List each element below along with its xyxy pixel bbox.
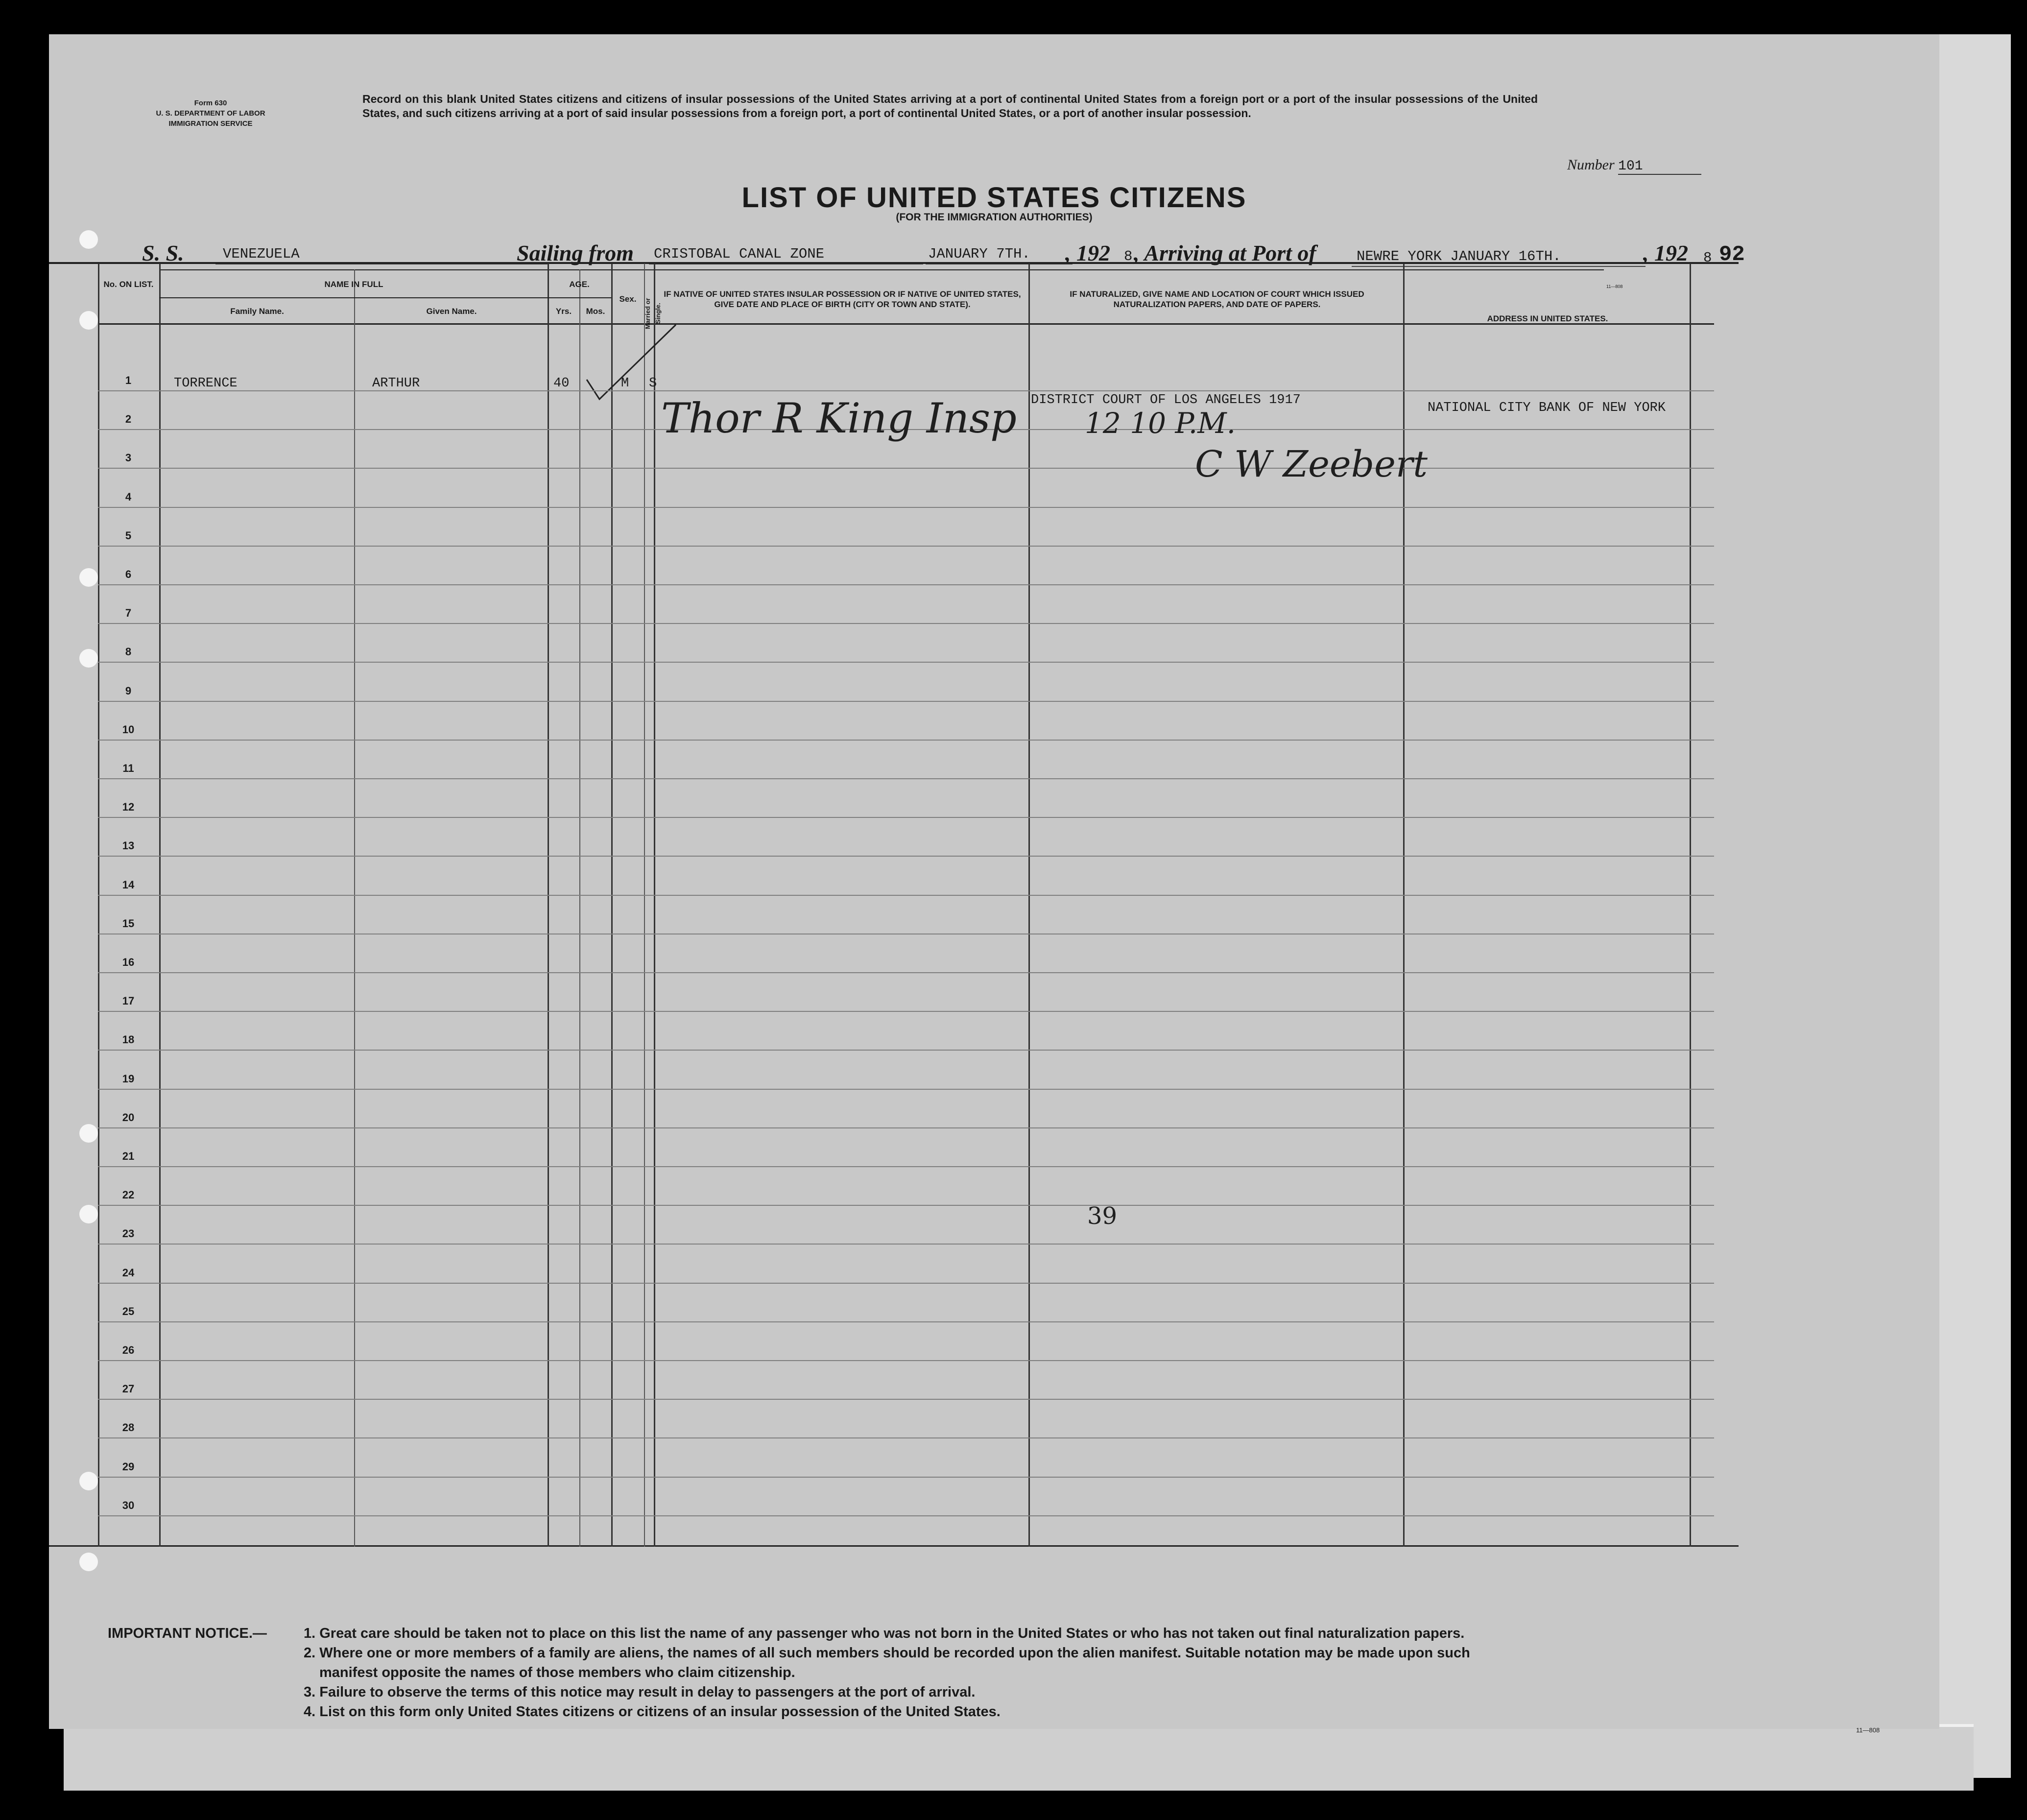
notice-item-2-cont: manifest opposite the names of those members who claim citizenship. — [319, 1665, 795, 1680]
entry-address: NATIONAL CITY BANK OF NEW YORK — [1428, 401, 1666, 415]
inspection-time: 12 10 P.M. — [1085, 407, 1236, 440]
col-age-mos: Mos. — [586, 307, 605, 316]
form-identifier — [118, 98, 304, 129]
form-number: Form 630 — [194, 99, 227, 107]
department-name: U. S. DEPARTMENT OF LABOR — [156, 109, 265, 118]
row-line — [98, 972, 1714, 973]
ship-name: VENEZUELA — [223, 246, 300, 262]
row-line — [98, 1283, 1714, 1284]
row-line — [98, 1205, 1714, 1206]
row-line — [98, 778, 1714, 779]
punch-hole — [79, 311, 98, 330]
entry-sex: M — [621, 376, 629, 391]
col-native-birth: IF NATIVE OF UNITED STATES INSULAR POSSESSION OR IF NATIVE OF UNITED STATES, GIVE DATE AND PLACE OF BIRTH (CITY OR TOWN AND STATE). — [664, 289, 1021, 309]
row-number: 9 — [125, 684, 132, 697]
row-line — [98, 1477, 1714, 1478]
row-number: 1 — [125, 374, 132, 386]
row-line — [98, 546, 1714, 547]
arrival-year-prefix: , 192 — [1643, 240, 1688, 265]
departure-year-digit: 8 — [1124, 248, 1133, 264]
row-line — [98, 1011, 1714, 1012]
arrival-year-digit: 8 — [1703, 250, 1712, 266]
row-line — [98, 701, 1714, 702]
col-address: ADDRESS IN UNITED STATES. — [1487, 314, 1608, 323]
row-number: 6 — [125, 568, 132, 580]
row-number: 19 — [122, 1072, 135, 1085]
notice-code: 11—808 — [1856, 1726, 1880, 1734]
header-code: 11—808 — [1606, 284, 1623, 289]
row-line — [98, 1437, 1714, 1438]
row-line — [98, 1399, 1714, 1400]
row-number: 18 — [122, 1033, 135, 1046]
row-number: 12 — [122, 801, 135, 814]
arriving-label: , Arriving at Port of — [1134, 240, 1316, 265]
row-line — [98, 817, 1714, 818]
row-number: 20 — [122, 1111, 135, 1124]
punch-hole — [79, 1205, 98, 1223]
row-number: 24 — [122, 1266, 135, 1279]
row-number: 3 — [125, 452, 132, 464]
punch-hole — [79, 230, 98, 249]
row-number: 28 — [122, 1421, 135, 1434]
manifest-sheet — [49, 34, 1939, 1734]
row-line — [98, 740, 1714, 741]
departure-year-prefix: , 192 — [1065, 240, 1110, 265]
punch-hole — [79, 1124, 98, 1143]
row-number: 4 — [125, 490, 132, 503]
row-number: 15 — [122, 917, 135, 930]
row-number: 10 — [122, 723, 135, 736]
underlying-pages-bottom — [64, 1724, 1974, 1791]
row-number: 22 — [122, 1189, 135, 1201]
entry-married: S — [649, 376, 657, 391]
list-number — [1567, 157, 1701, 175]
row-number: 2 — [125, 413, 132, 426]
departure-port: CRISTOBAL CANAL ZONE — [654, 246, 825, 262]
departure-date: JANUARY 7TH. — [928, 246, 1030, 262]
row-number: 29 — [122, 1460, 135, 1473]
notice-item-1: 1. Great care should be taken not to place on this list the name of any passenger who was not born in the United States or who has not taken out final naturalization papers. — [304, 1626, 1465, 1641]
row-line — [98, 856, 1714, 857]
row-number: 25 — [122, 1305, 135, 1317]
col-name-in-full: NAME IN FULL — [324, 280, 383, 289]
row-number: 30 — [122, 1499, 135, 1511]
row-number: 14 — [122, 878, 135, 891]
row-line — [98, 1166, 1714, 1167]
row-line — [98, 1244, 1714, 1245]
page-subtitle: (FOR THE IMMIGRATION AUTHORITIES) — [896, 212, 1093, 223]
col-given-name: Given Name. — [426, 307, 477, 316]
row-line — [98, 1127, 1714, 1128]
row-number: 23 — [122, 1227, 135, 1240]
row-number: 13 — [122, 839, 135, 852]
ss-label: S. S. — [142, 240, 184, 265]
row-number: 26 — [122, 1344, 135, 1356]
intro-instructions: Record on this blank United States citizens and citizens of insular possessions of the United States arriving at a port of continental United States from a foreign port or a port of the insular possessions of the United States, and such citizens arriving at a port of said insular possessions from a foreign port, a port of continental United States, or a port of another insular possession. — [362, 93, 1538, 120]
punch-hole — [79, 1553, 98, 1571]
row-number: 5 — [125, 529, 132, 542]
col-age: AGE. — [569, 280, 590, 289]
row-line — [98, 1050, 1714, 1051]
page-title: LIST OF UNITED STATES CITIZENS — [741, 182, 1247, 214]
notice-item-4: 4. List on this form only United States citizens or citizens of an insular possession of the United States. — [304, 1704, 1001, 1720]
row-number: 21 — [122, 1150, 135, 1162]
arrival-port-date: NEWRE YORK JANUARY 16TH. — [1357, 248, 1561, 264]
row-number: 17 — [122, 995, 135, 1007]
sailing-from-label: Sailing from — [517, 240, 634, 265]
row-number: 11 — [122, 762, 134, 774]
entry-given-name: ARTHUR — [372, 376, 420, 391]
punch-hole — [79, 1472, 98, 1490]
row-line — [98, 507, 1714, 508]
inspector-signature: Thor R King Insp — [661, 394, 1017, 442]
page-stamp: 92 — [1719, 242, 1745, 267]
row-line — [98, 1515, 1714, 1516]
col-age-yrs: Yrs. — [555, 307, 572, 316]
col-naturalized: IF NATURALIZED, GIVE NAME AND LOCATION OF COURT WHICH ISSUED NATURALIZATION PAPERS, AND DATE OF PAPERS. — [1070, 289, 1364, 309]
list-number-label: Number — [1567, 157, 1615, 173]
row-line — [98, 468, 1714, 469]
row-number: 7 — [125, 607, 132, 620]
service-name: IMMIGRATION SERVICE — [168, 120, 253, 128]
entry-family-name: TORRENCE — [174, 376, 238, 391]
row-number: 16 — [122, 956, 135, 968]
notice-item-2: 2. Where one or more members of a family are aliens, the names of all such members should be recorded upon the alien manifest. Suitable notation may be made upon such — [304, 1645, 1470, 1661]
col-married-single: Married or Single. — [644, 298, 662, 329]
row-number: 27 — [122, 1383, 135, 1395]
col-family-name: Family Name. — [230, 307, 284, 316]
pen-check-mark — [583, 321, 681, 404]
col-sex: Sex. — [619, 294, 637, 304]
row-line — [98, 1360, 1714, 1361]
row-line — [98, 1321, 1714, 1322]
row-line — [98, 390, 1714, 391]
notice-heading: IMPORTANT NOTICE.— — [108, 1626, 267, 1641]
punch-hole — [79, 649, 98, 668]
row-line — [98, 623, 1714, 624]
punch-hole — [79, 568, 98, 587]
clerk-signature: C W Zeebert — [1195, 443, 1428, 485]
row-number: 8 — [125, 646, 132, 658]
entry-age-yrs: 40 — [553, 376, 570, 391]
notice-item-3: 3. Failure to observe the terms of this notice may result in delay to passengers at the port of arrival. — [304, 1684, 976, 1700]
list-number-value: 101 — [1618, 159, 1701, 175]
row-line — [98, 1089, 1714, 1090]
row-line — [98, 662, 1714, 663]
entry-naturalization-court: DISTRICT COURT OF LOS ANGELES 1917 — [1031, 393, 1301, 407]
row-line — [98, 584, 1714, 585]
col-no: No. ON LIST. — [103, 280, 154, 289]
page-note: 39 — [1087, 1202, 1118, 1230]
row-line — [98, 895, 1714, 896]
